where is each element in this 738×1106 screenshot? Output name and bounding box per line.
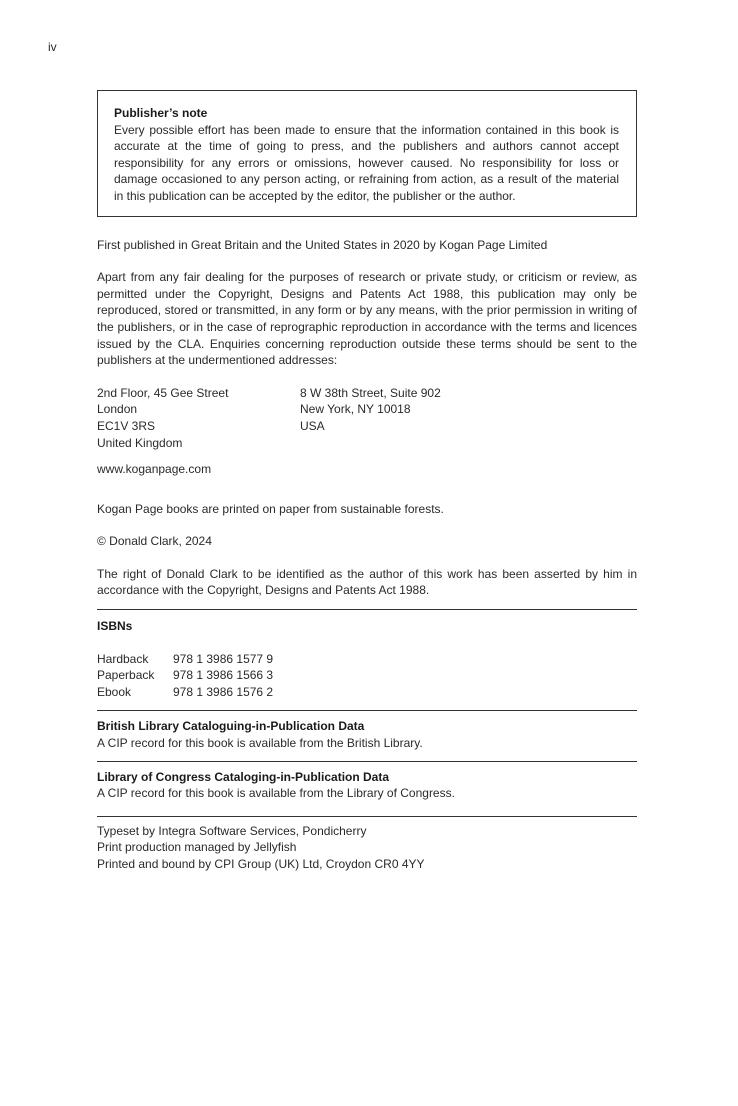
british-library-section <box>97 711 637 760</box>
page-number: iv <box>48 40 57 54</box>
isbn-number: 978 1 3986 1566 3 <box>173 668 274 683</box>
copyright-notice: Apart from any fair dealing for the purposes of research or private study, or criticism or review, as permitted under the Copyright, Designs and Patents Act 1988, this publication may only be reproduced, stored or transmitted, in any form or by any means, with the prior permission in writing of the publishers, or in the case of reprographic reproduction in accordance with the terms and licences issued by the CLA. Enquiries concerning reproduction outside these terms should be sent to the publishers at the undermentioned addresses: <box>97 270 637 368</box>
moral-rights-line: The right of Donald Clark to be identified as the author of this work has been asserted by him in accordance with the Copyright, Designs and Patents Act 1988. <box>97 566 637 598</box>
british-library-heading: British Library Cataloguing-in-Publication Data <box>97 719 365 734</box>
uk-address <box>97 385 300 451</box>
british-library-text: A CIP record for this book is available from the British Library. <box>97 736 423 751</box>
isbn-number: 978 1 3986 1577 9 <box>173 651 274 666</box>
production-credits <box>97 817 637 873</box>
library-of-congress-heading: Library of Congress Cataloging-in-Publication Data <box>97 769 390 784</box>
isbn-row <box>97 651 637 668</box>
publishers-note-box <box>97 90 637 217</box>
publishers-note-heading: Publisher’s note <box>114 106 208 120</box>
production-line: Typeset by Integra Software Services, Pondicherry <box>97 823 367 838</box>
publisher-addresses <box>97 385 637 451</box>
publishers-note-body: Every possible effort has been made to ensure that the information contained in this book is accurate at the time of going to press, and the publishers and authors cannot accept responsibility for any errors or omissions, however caused. No responsibility for loss or damage occasioned to any person acting, or refraining from action, as a result of the material in this publication can be accepted by the editor, the publisher or the author. <box>114 122 619 203</box>
us-address-line: New York, NY 10018 <box>300 402 411 417</box>
library-of-congress-text: A CIP record for this book is available from the Library of Congress. <box>97 786 455 801</box>
isbn-number: 978 1 3986 1576 2 <box>173 684 274 699</box>
isbn-heading: ISBNs <box>97 619 133 634</box>
uk-address-line: 2nd Floor, 45 Gee Street <box>97 385 229 400</box>
isbn-row <box>97 667 637 684</box>
isbn-format: Paperback <box>97 668 155 683</box>
production-line: Printed and bound by CPI Group (UK) Ltd, Croydon CR0 4YY <box>97 857 425 871</box>
production-line: Print production managed by Jellyfish <box>97 840 297 855</box>
isbn-format: Ebook <box>97 684 132 699</box>
us-address-line: USA <box>300 418 325 433</box>
website-link[interactable]: www.koganpage.com <box>97 462 212 477</box>
isbn-section <box>97 610 637 700</box>
uk-address-line: London <box>97 402 138 417</box>
uk-address-line: EC1V 3RS <box>97 418 156 433</box>
first-published-line: First published in Great Britain and the United States in 2020 by Kogan Page Limited <box>97 237 548 252</box>
uk-address-line: United Kingdom <box>97 435 183 450</box>
copyright-page-content <box>97 90 637 873</box>
isbn-row <box>97 684 637 701</box>
us-address <box>300 385 441 451</box>
sustainability-line: Kogan Page books are printed on paper from sustainable forests. <box>97 501 444 516</box>
isbn-table <box>97 651 637 701</box>
library-of-congress-section <box>97 762 637 816</box>
us-address-line: 8 W 38th Street, Suite 902 <box>300 385 441 400</box>
copyright-line: © Donald Clark, 2024 <box>97 534 212 549</box>
isbn-format: Hardback <box>97 651 149 666</box>
